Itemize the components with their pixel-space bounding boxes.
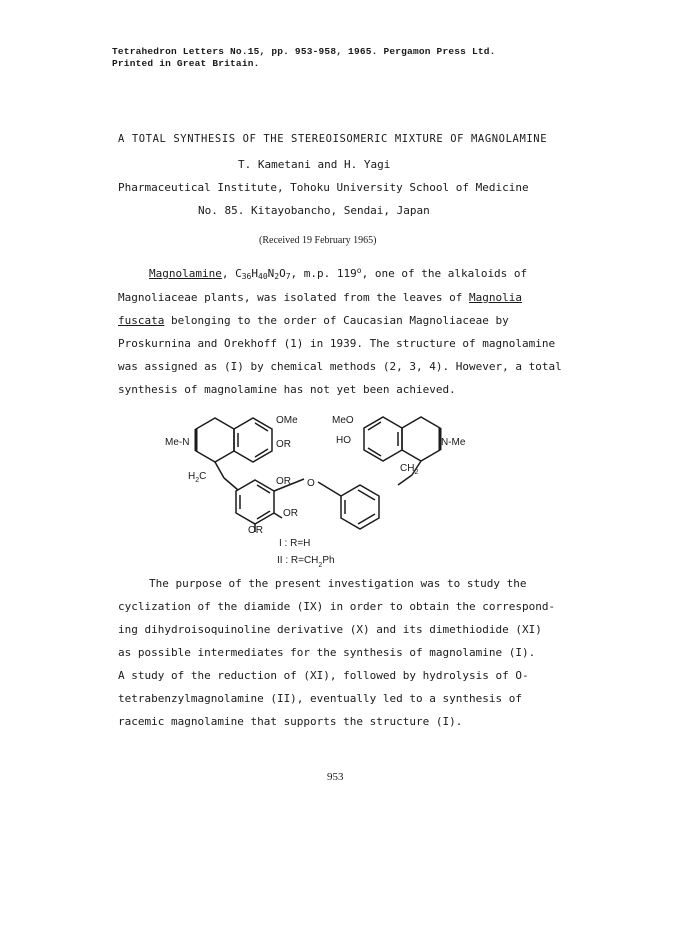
degree-mark: o [356, 266, 362, 275]
label-ho: HO [336, 435, 351, 446]
para2-line-7: racemic magnolamine that supports the structure (I). [118, 715, 463, 728]
journal-header-line-2: Printed in Great Britain. [112, 58, 260, 69]
para1-line-6: synthesis of magnolamine has not yet been achieved. [118, 383, 456, 396]
para1-line-3-text: belonging to the order of Caucasian Magnoliaceae by [164, 314, 509, 327]
label-ether-o: O [307, 478, 315, 489]
label-or-2: OR [276, 476, 291, 487]
para1-line-2-text: Magnoliaceae plants, was isolated from the leaves of [118, 291, 469, 304]
genus-magnolia: Magnolia [469, 291, 522, 304]
formula-sub-3: 2 [274, 272, 280, 281]
article-title: A TOTAL SYNTHESIS OF THE STEREOISOMERIC MIXTURE OF MAGNOLAMINE [118, 133, 548, 145]
para1-line-4: Proskurnina and Orekhoff (1) in 1939. The structure of magnolamine [118, 337, 556, 350]
compound-label-ii: II : $R=CH_2Ph$ [277, 555, 335, 569]
formula-c: C [235, 267, 242, 280]
para2-line-6: tetrabenzylmagnolamine (II), eventually led to a synthesis of [118, 692, 522, 705]
formula-sub-2: 40 [258, 272, 268, 281]
para1-line-3 [118, 314, 509, 327]
para1-line-5: was assigned as (I) by chemical methods (2, 3, 4). However, a total [118, 360, 562, 373]
formula-o: O [279, 267, 286, 280]
received-date: (Received 19 February 1965) [259, 235, 377, 246]
formula-h: H [251, 267, 258, 280]
compound-label-i: I : R=H [279, 538, 311, 549]
label-me-n: Me-N [165, 437, 190, 448]
label-or-1: OR [276, 439, 291, 450]
authors: T. Kametani and H. Yagi [238, 158, 391, 171]
journal-header-line-1: Tetrahedron Letters No.15, pp. 953-958, 1965. Pergamon Press Ltd. [112, 46, 496, 57]
label-meo: MeO [332, 415, 354, 426]
label-ome: OMe [276, 415, 298, 426]
formula-sub-1: 36 [241, 272, 252, 281]
para1-line-1-rest: , one of the alkaloids of [361, 267, 528, 280]
formula-n: N [267, 267, 275, 280]
para1-line-1: Magnolamine, $C_{36}H_{40}N_2O_7$, m.p. 119$^o$, one of the alkaloids of [149, 266, 528, 281]
left-piperidine-ring [196, 418, 234, 462]
para2-line-5: A study of the reduction of (XI), followed by hydrolysis of O- [118, 669, 529, 682]
formula-sub-4: 7 [285, 272, 291, 281]
species-fuscata: fuscata [118, 314, 165, 327]
para1-line-2 [118, 291, 522, 304]
melting-point: , m.p. 119 [290, 267, 357, 280]
label-h2c: $H_2C$ [188, 471, 207, 484]
term-magnolamine: Magnolamine [149, 267, 222, 280]
left-benzene-ring [234, 418, 272, 462]
lower-left-benzene-ring [236, 480, 274, 524]
magnolamine-structure-diagram [150, 400, 480, 575]
para2-line-4: as possible intermediates for the synthesis of magnolamine (I). [118, 646, 536, 659]
para2-line-1: The purpose of the present investigation was to study the [149, 577, 527, 590]
label-or-4: OR [248, 525, 263, 536]
label-or-3: OR [283, 508, 298, 519]
right-benzene-ring [364, 417, 402, 461]
right-piperidine-ring [402, 417, 440, 461]
para2-line-3: ing dihydroisoquinoline derivative (X) and its dimethiodide (XI) [118, 623, 542, 636]
label-n-me: N-Me [441, 437, 466, 448]
affiliation-line-1: Pharmaceutical Institute, Tohoku University School of Medicine [118, 181, 529, 194]
label-ch2: $CH_2$ [400, 463, 419, 476]
affiliation-line-2: No. 85. Kitayobancho, Sendai, Japan [198, 204, 430, 217]
para2-line-2: cyclization of the diamide (IX) in order to obtain the correspond- [118, 600, 556, 613]
page-number: 953 [327, 771, 344, 783]
